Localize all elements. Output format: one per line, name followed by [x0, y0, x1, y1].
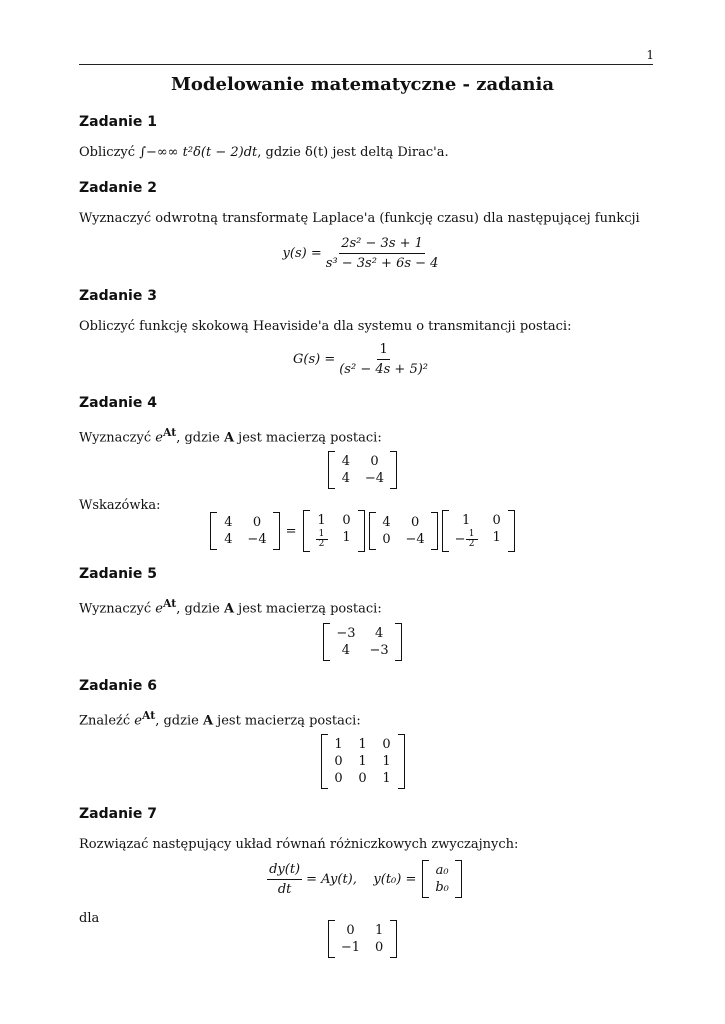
task-3-text: Obliczyć funkcję skokową Heaviside'a dla systemu o transmitancji postaci:	[79, 319, 572, 334]
matrix-cell: 1	[342, 530, 351, 545]
task-6-matrix	[0, 734, 725, 789]
matrix-cell: 0	[342, 513, 351, 528]
matrix-cell-fraction	[316, 530, 328, 549]
task-4-exp: e	[155, 430, 163, 446]
matrix-cell: 4	[341, 643, 351, 658]
fraction-num: 1	[466, 530, 478, 540]
task-7-text: Rozwiązać następujący układ równań różniczkowych zwyczajnych:	[79, 837, 519, 852]
task-7-rhs: = Ay(t), y(t₀) =	[306, 871, 417, 887]
page-title: Modelowanie matematyczne - zadania	[170, 74, 555, 95]
task-5-exp-sup: At	[162, 597, 177, 610]
task-6-text-post: jest macierzą postaci:	[213, 713, 361, 729]
matrix-cell: 1	[461, 513, 471, 528]
task-5-exp: e	[155, 601, 163, 617]
task-1-integral: ∫−∞∞ t²δ(t − 2)dt	[139, 145, 258, 160]
matrix-cell: 4	[382, 515, 391, 530]
matrix-cell: 1	[334, 737, 343, 752]
task-5-text-mid: , gdzie	[176, 601, 224, 617]
task-7-matrix	[0, 920, 725, 958]
matrix-cell: 0	[492, 513, 501, 528]
minus-sign: −	[454, 532, 466, 547]
matrix-cell: 1	[317, 513, 326, 528]
task-3-heading: Zadanie 3	[79, 288, 157, 304]
matrix-cell: 4	[224, 532, 233, 547]
task-2-denominator: s³ − 3s² + 6s − 4	[325, 256, 439, 271]
task-2-heading: Zadanie 2	[79, 180, 157, 196]
task-6-text	[79, 709, 361, 728]
matrix-cell: 0	[346, 923, 355, 938]
matrix-cell: 1	[358, 754, 367, 769]
task-7-equation	[0, 860, 725, 898]
task-5-heading: Zadanie 5	[79, 566, 157, 582]
matrix-cell: 0	[374, 940, 384, 955]
matrix-cell: 0	[252, 515, 262, 530]
task-5-text-pre: Wyznaczyć	[79, 601, 156, 617]
task-4-hint-label: Wskazówka:	[79, 498, 161, 513]
task-2-equation	[0, 236, 725, 271]
vector-cell: b₀	[435, 880, 449, 895]
task-2-numerator: 2s² − 3s + 1	[339, 236, 425, 254]
task-5-text-post: jest macierzą postaci:	[234, 601, 382, 617]
task-7-dla: dla	[79, 911, 100, 926]
matrix-cell: 1	[382, 771, 391, 786]
task-7-numerator: dy(t)	[267, 862, 302, 880]
matrix-cell: −3	[336, 626, 356, 641]
task-6-exp-sup: At	[141, 709, 156, 722]
matrix-cell: 4	[374, 626, 384, 641]
matrix-cell: 4	[341, 454, 351, 469]
task-6-text-pre: Znaleźć	[79, 713, 135, 729]
task-4-text-pre: Wyznaczyć	[79, 430, 156, 446]
task-2-fraction	[326, 236, 439, 271]
task-1-text-pre: Obliczyć	[79, 145, 140, 160]
matrix-cell: 1	[358, 737, 367, 752]
task-3-fraction	[339, 342, 428, 377]
task-7-denominator: dt	[277, 881, 292, 897]
task-3-numerator: 1	[377, 342, 389, 360]
task-5-matrix-symbol: A	[223, 601, 235, 617]
matrix-cell: 0	[382, 737, 391, 752]
task-4-heading: Zadanie 4	[79, 395, 157, 411]
matrix-cell-fraction	[455, 530, 478, 549]
task-1-text	[79, 145, 449, 160]
matrix-cell: −3	[369, 643, 389, 658]
task-4-text	[79, 426, 382, 445]
task-5-matrix	[0, 623, 725, 661]
task-4-text-mid: , gdzie	[176, 430, 224, 446]
matrix-cell: 0	[410, 515, 420, 530]
header-rule	[79, 64, 653, 65]
task-6-exp: e	[134, 713, 142, 729]
task-2-text: Wyznaczyć odwrotną transformatę Laplace'a (funkcję czasu) dla następującej funkcji	[79, 211, 640, 226]
task-6-heading: Zadanie 6	[79, 678, 157, 694]
matrix-cell: 4	[224, 515, 233, 530]
matrix-cell: 0	[358, 771, 367, 786]
fraction-den: 2	[318, 539, 325, 549]
matrix-cell: −4	[364, 471, 385, 486]
task-6-matrix-symbol: A	[202, 713, 214, 729]
page-number: 1	[646, 48, 654, 62]
matrix-cell: 0	[370, 454, 379, 469]
matrix-cell: 1	[492, 530, 501, 545]
task-1-text-post: , gdzie δ(t) jest deltą Dirac'a.	[257, 145, 449, 160]
task-7-derivative	[267, 862, 302, 897]
matrix-cell: 0	[334, 754, 343, 769]
matrix-cell: 0	[382, 532, 391, 547]
equals-sign: =	[285, 523, 297, 539]
task-3-denominator: (s² − 4s + 5)²	[339, 362, 428, 377]
matrix-cell: 1	[382, 754, 391, 769]
task-3-equation	[0, 342, 725, 377]
task-1-heading: Zadanie 1	[79, 114, 157, 130]
task-3-lhs: G(s) =	[293, 352, 336, 367]
matrix-cell: −1	[340, 940, 361, 955]
vector-cell: a₀	[435, 863, 449, 878]
matrix-cell: −4	[405, 532, 425, 547]
task-7-heading: Zadanie 7	[79, 806, 157, 822]
matrix-cell: 0	[334, 771, 343, 786]
matrix-cell: 4	[341, 471, 351, 486]
fraction-den: 2	[468, 539, 475, 549]
matrix-cell: −4	[247, 532, 267, 547]
task-4-matrix	[0, 451, 725, 489]
task-2-lhs: y(s) =	[282, 246, 322, 261]
task-4-exp-sup: At	[162, 426, 177, 439]
matrix-cell: 1	[374, 923, 384, 938]
task-6-text-mid: , gdzie	[155, 713, 203, 729]
task-4-matrix-symbol: A	[223, 430, 235, 446]
task-5-text	[79, 597, 382, 616]
task-4-text-post: jest macierzą postaci:	[234, 430, 382, 446]
task-4-hint-equation	[0, 510, 725, 552]
fraction-num: 1	[316, 530, 328, 540]
